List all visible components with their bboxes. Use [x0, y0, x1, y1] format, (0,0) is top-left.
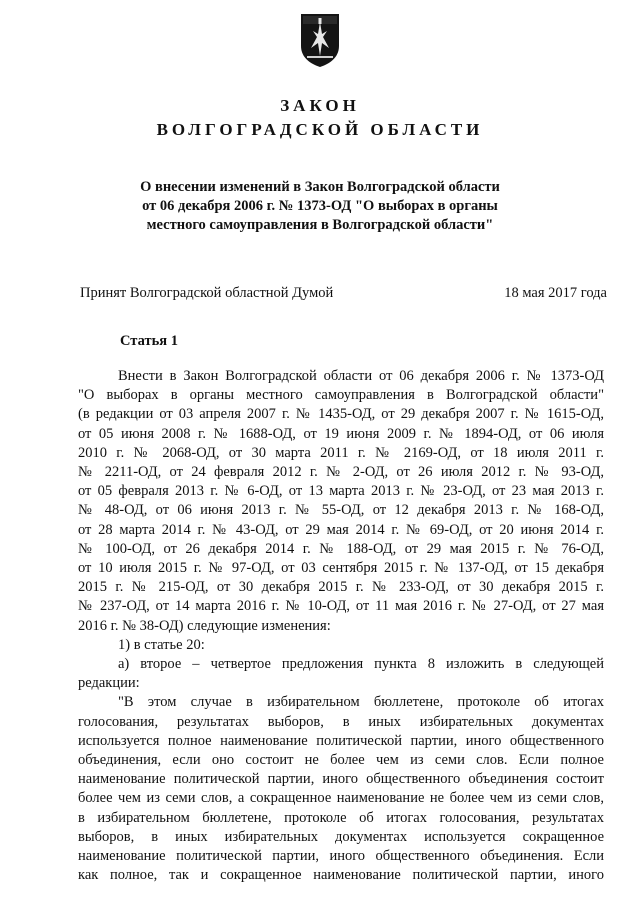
body-line: объединения, если оно состоит не более чем из семи слов. Если полное [78, 752, 604, 769]
body-line: а) второе – четвертое предложения пункта 8 изложить в следующей [118, 656, 604, 673]
body-line: Внести в Закон Волгоградской области от 06 декабря 2006 г. № 1373-ОД [118, 368, 604, 384]
body-line: 2015 г. № 215-ОД, от 30 декабря 2015 г. № 233-ОД, от 30 декабря 2015 г. [78, 579, 604, 596]
subtitle-line: от 06 декабря 2006 г. № 1373-ОД "О выборах в органы [142, 198, 498, 214]
body-line: (в редакции от 03 апреля 2007 г. № 1435-ОД, от 29 декабря 2007 г. № 1615-ОД, [78, 406, 604, 423]
body-line: наименование политической партии, иного общественного объединения. Если [78, 848, 604, 865]
body-line: 1) в статье 20: [118, 636, 205, 653]
body-line: в избирательном бюллетене, протоколе об итогах голосования, результатах [78, 809, 604, 826]
body-line: наименование политической партии, иного общественного объединения состоит [78, 771, 604, 788]
body-line: редакции: [78, 675, 140, 692]
body-line: от 05 февраля 2013 г. № 6-ОД, от 13 марта 2013 г. № 23-ОД, от 23 мая 2013 г. [78, 483, 604, 500]
body-line: от 05 июня 2008 г. № 1688-ОД, от 19 июня 2009 г. № 1894-ОД, от 06 июля [78, 425, 604, 442]
body-line: как полное, так и сокращенное наименование политической партии, иного [78, 867, 604, 884]
body-line: используется полное наименование политической партии, иного общественного [78, 732, 604, 749]
region-title: ВОЛГОГРАДСКОЙ ОБЛАСТИ [156, 120, 484, 139]
body-line: № 237-ОД, от 14 марта 2016 г. № 10-ОД, от 11 мая 2016 г. № 27-ОД, от 27 мая [78, 598, 604, 615]
body-line: № 48-ОД, от 06 июня 2013 г. № 55-ОД, от 12 декабря 2013 г. № 168-ОД, [78, 502, 604, 519]
body-line: "В этом случае в избирательном бюллетене, протоколе об итогах [118, 694, 604, 711]
body-line: более чем из семи слов, а сокращенное наименование не более чем из семи слов, [78, 790, 604, 807]
body-line: голосования, результатах выборов, в иных избирательных документах [78, 713, 604, 730]
subtitle-line: О внесении изменений в Закон Волгоградской области [140, 179, 500, 195]
body-line: № 2211-ОД, от 24 февраля 2012 г. № 2-ОД, от 26 июля 2012 г. № 93-ОД, [78, 464, 604, 481]
document-type-title: ЗАКОН [280, 96, 360, 115]
coat-of-arms-icon [299, 12, 341, 68]
adopted-by: Принят Волгоградской областной Думой [80, 285, 334, 301]
body-line: "О выборах в органы местного самоуправления в Волгоградской области" [78, 387, 604, 404]
subtitle-line: местного самоуправления в Волгоградской области" [146, 217, 494, 233]
adoption-date: 18 мая 2017 года [504, 285, 607, 301]
article-title: Статья 1 [120, 333, 178, 349]
body-line: выборов, в иных избирательных документах используется сокращенное [78, 828, 604, 845]
body-line: 2010 г. № 2068-ОД, от 30 марта 2011 г. № 2169-ОД, от 18 июля 2011 г. [78, 444, 604, 461]
body-line: № 100-ОД, от 26 декабря 2014 г. № 188-ОД, от 29 мая 2015 г. № 76-ОД, [78, 540, 604, 557]
article-body [78, 367, 604, 885]
body-line: от 28 марта 2014 г. № 43-ОД, от 29 мая 2014 г. № 69-ОД, от 20 июня 2014 г. [78, 521, 604, 538]
body-line: 2016 г. № 38-ОД) следующие изменения: [78, 617, 331, 634]
body-line: от 10 июля 2015 г. № 97-ОД, от 03 сентября 2015 г. № 137-ОД, от 15 декабря [78, 560, 604, 577]
document-subtitle [0, 178, 640, 235]
